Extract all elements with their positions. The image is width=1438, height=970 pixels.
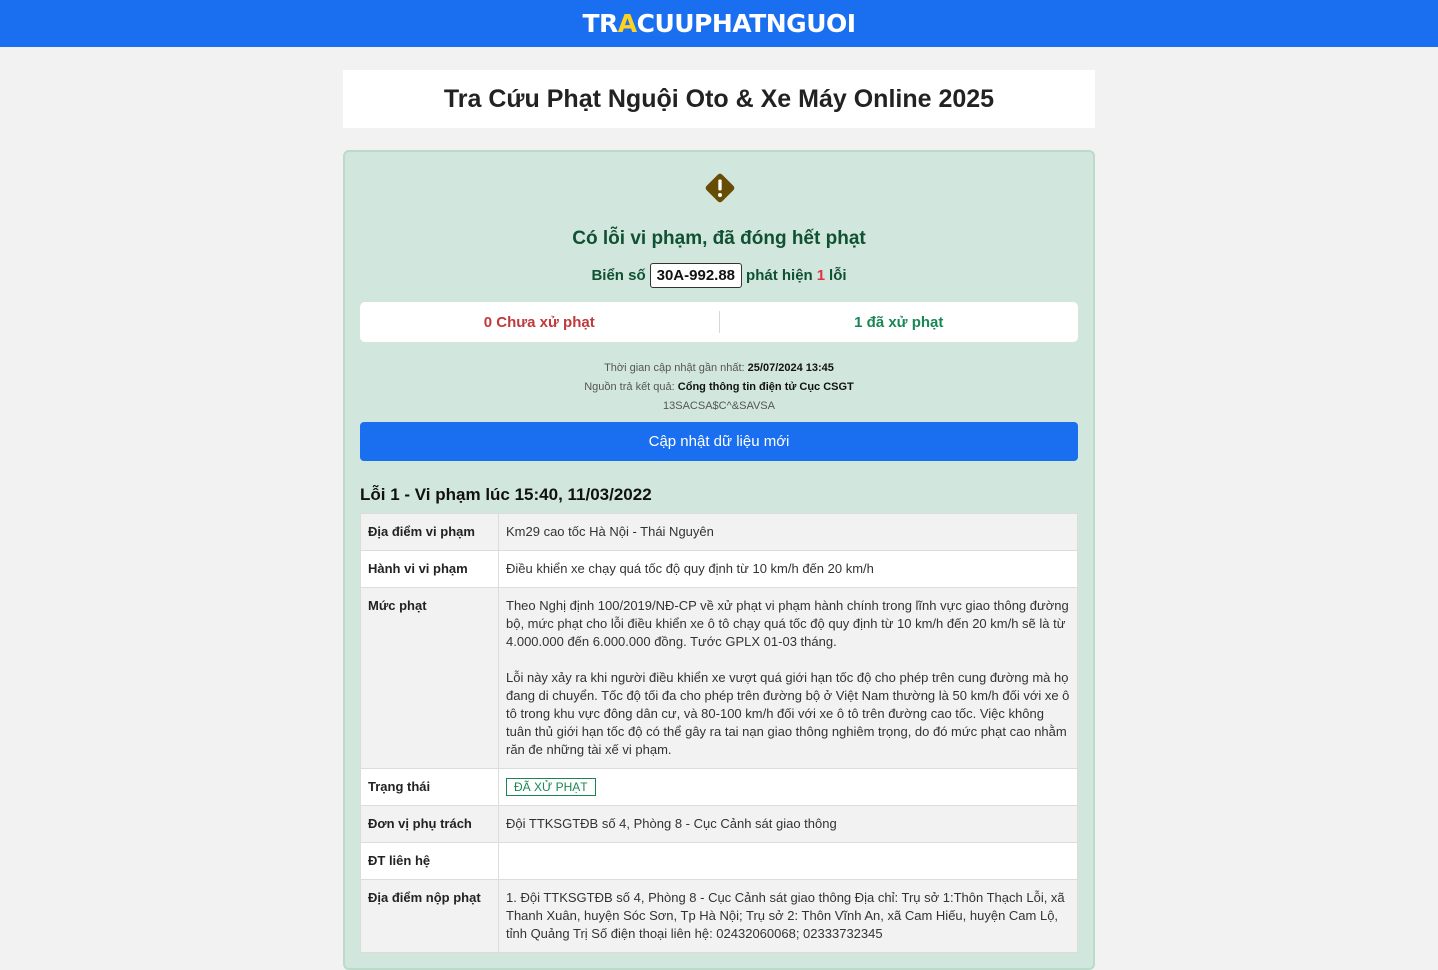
page-title: Tra Cứu Phạt Nguội Oto & Xe Máy Online 2025: [443, 84, 995, 113]
row-value: [499, 843, 1078, 880]
title-card: [343, 70, 1095, 128]
found-suffix: lỗi: [829, 267, 847, 284]
source-value: Cổng thông tin điện tử Cục CSGT: [677, 381, 854, 393]
result-meta: [345, 359, 1093, 416]
update-time-line: Thời gian cập nhật gần nhất: 25/07/2024 13:45: [604, 362, 834, 374]
row-value: [499, 769, 1078, 806]
plate-number: 30A-992.88: [650, 263, 742, 288]
row-label: Địa điểm vi phạm: [361, 514, 499, 551]
violation-count: 1: [816, 267, 826, 284]
row-label: Hành vi vi phạm: [361, 551, 499, 588]
row-value: Đội TTKSGTĐB số 4, Phòng 8 - Cục Cảnh sát giao thông: [499, 806, 1078, 843]
violation-title: Lỗi 1 - Vi phạm lúc 15:40, 11/03/2022: [360, 485, 652, 504]
result-status-title: Có lỗi vi phạm, đã đóng hết phạt: [572, 228, 866, 249]
row-value: Km29 cao tốc Hà Nội - Thái Nguyên: [499, 514, 1078, 551]
row-label: Địa điểm nộp phạt: [361, 880, 499, 953]
row-value: 1. Đội TTKSGTĐB số 4, Phòng 8 - Cục Cảnh sát giao thông Địa chỉ: Trụ sở 1:Thôn Thạch Lỗi, xã Thanh Xuân, huyện Sóc Sơn, Tp Hà Nội; Trụ sở 2: Thôn Vĩnh An, xã Cam Hiếu, huyện Cam Lộ, tỉnh Quảng Trị Số điện thoại liên hệ: 02432060068; 02333732345: [499, 880, 1078, 953]
plate-prefix: Biển số: [591, 267, 646, 284]
row-label: Mức phạt: [361, 588, 499, 769]
row-label: Đơn vị phụ trách: [361, 806, 499, 843]
violation-stats: [360, 302, 1078, 342]
site-logo[interactable]: TRACUUPHATNGUOI: [582, 9, 856, 38]
row-label: Trạng thái: [361, 769, 499, 806]
paid-count: 1 đã xử phạt: [854, 313, 944, 331]
fine-paragraph: Theo Nghị định 100/2019/NĐ-CP về xử phạt vi phạm hành chính trong lĩnh vực giao thông đường bộ, mức phạt cho lỗi điều khiển xe ô tô chạy quá tốc độ quy định từ 10 km/h đến 20 km/h sẽ là từ 4.000.000 đến 6.000.000 đồng. Tước GPLX 01-03 tháng.: [506, 598, 1069, 649]
table-row: [361, 514, 1078, 551]
found-prefix: phát hiện: [746, 267, 813, 284]
update-time-value: 25/07/2024 13:45: [747, 362, 834, 374]
violation-details-table: [360, 513, 1078, 953]
status-badge: ĐÃ XỬ PHẠT: [506, 778, 596, 796]
top-navbar: [0, 0, 1438, 47]
unpaid-count: 0 Chưa xử phạt: [483, 313, 595, 331]
fine-explanation: Lỗi này xảy ra khi người điều khiển xe vượt quá giới hạn tốc độ cho phép trên cung đường mà họ đang di chuyển. Tốc độ tối đa cho phép trên đường bộ ở Việt Nam thường là 50 km/h đối với xe ô tô trong khu vực đông dân cư, và 80-100 km/h đối với xe ô tô trên đường cao tốc. Việc không tuân thủ giới hạn tốc độ có thể gây ra tai nạn giao thông nghiêm trọng, do đó mức phạt cao nhằm răn đe những tài xế vi phạm.: [506, 670, 1070, 757]
table-row: [361, 880, 1078, 953]
warning-diamond-icon: [702, 170, 738, 206]
result-card: [343, 150, 1095, 970]
table-row: [361, 588, 1078, 769]
row-value: [499, 588, 1078, 769]
row-label: ĐT liên hệ: [361, 843, 499, 880]
result-code: 13SACSA$C^&SAVSA: [663, 400, 775, 412]
update-data-button[interactable]: Cập nhật dữ liệu mới: [360, 422, 1078, 461]
table-row: [361, 551, 1078, 588]
table-row: [361, 769, 1078, 806]
plate-summary: [345, 263, 1093, 288]
row-value: Điều khiển xe chạy quá tốc độ quy định từ 10 km/h đến 20 km/h: [499, 551, 1078, 588]
table-row: [361, 843, 1078, 880]
source-line: Nguồn trả kết quả: Cổng thông tin điện tử Cục CSGT: [584, 381, 854, 393]
table-row: [361, 806, 1078, 843]
